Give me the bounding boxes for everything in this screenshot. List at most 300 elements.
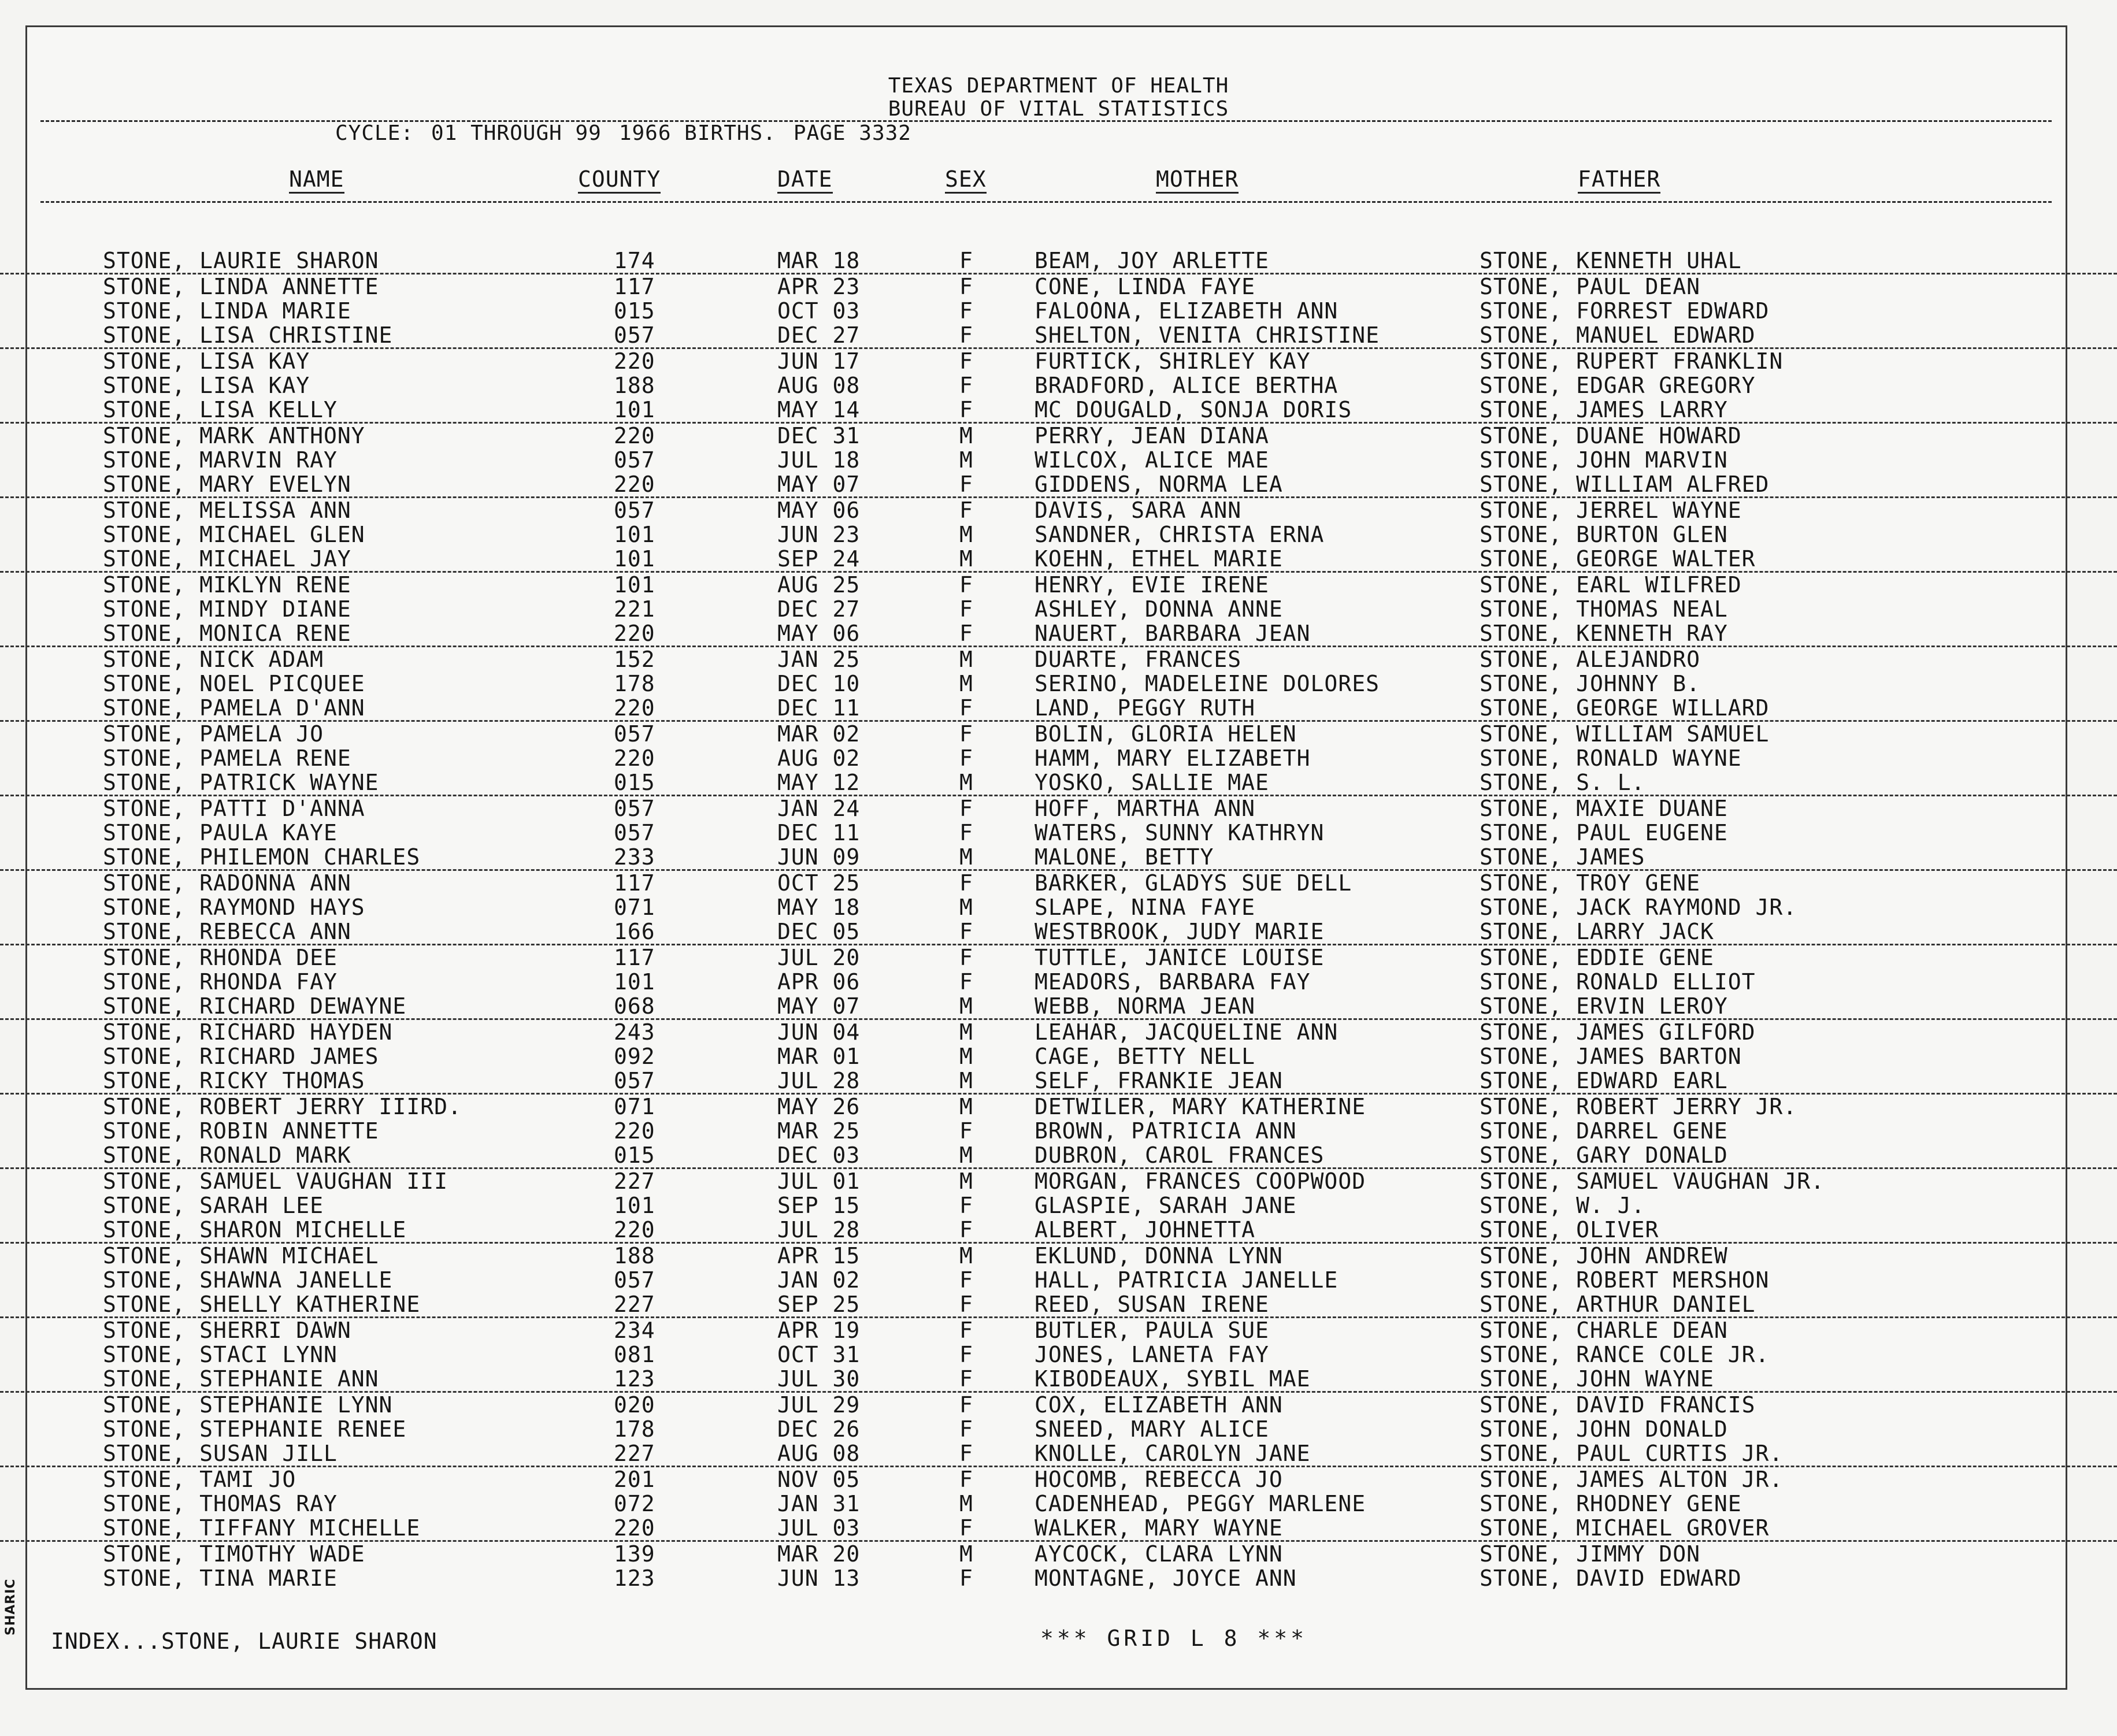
record-date: JUN 23 (777, 522, 861, 547)
record-father: STONE, DAVID FRANCIS (1480, 1392, 1756, 1418)
record-sex: M (959, 895, 973, 920)
record-name: STONE, PATTI D'ANNA (103, 796, 365, 821)
record-name: STONE, NOEL PICQUEE (103, 671, 365, 696)
record-sex: F (959, 919, 973, 944)
page-label: PAGE 3332 (793, 121, 911, 145)
record-row (0, 398, 2117, 424)
record-name: STONE, RICHARD JAMES (103, 1044, 379, 1069)
index-footer: INDEX...STONE, LAURIE SHARON (51, 1629, 438, 1654)
record-date: JUL 18 (777, 447, 861, 473)
record-father: STONE, JIMMY DON (1480, 1541, 1701, 1567)
record-row (0, 945, 2117, 970)
record-mother: HAMM, MARY ELIZABETH (1035, 745, 1311, 771)
record-mother: AYCOCK, CLARA LYNN (1035, 1541, 1283, 1567)
record-row (0, 1244, 2117, 1268)
record-father: STONE, JAMES LARRY (1480, 397, 1728, 422)
record-sex: F (959, 298, 973, 324)
record-name: STONE, LINDA ANNETTE (103, 274, 379, 299)
record-row (0, 845, 2117, 871)
record-row (0, 970, 2117, 994)
column-header-date: DATE (777, 168, 833, 194)
record-mother: DETWILER, MARY KATHERINE (1035, 1094, 1366, 1119)
record-name: STONE, MICHAEL GLEN (103, 522, 365, 547)
record-sex: F (959, 1441, 973, 1466)
record-name: STONE, SARAH LEE (103, 1193, 324, 1218)
record-father: STONE, PAUL EUGENE (1480, 820, 1728, 845)
record-father: STONE, KENNETH RAY (1480, 621, 1728, 646)
record-father: STONE, TROY GENE (1480, 870, 1701, 896)
record-county: 057 (614, 1267, 655, 1293)
record-name: STONE, RICHARD DEWAYNE (103, 993, 407, 1019)
column-header-name: NAME (289, 168, 344, 194)
record-date: DEC 27 (777, 596, 861, 622)
record-date: DEC 05 (777, 919, 861, 944)
record-sex: F (959, 596, 973, 622)
record-county: 072 (614, 1491, 655, 1516)
record-sex: F (959, 1392, 973, 1418)
record-county: 117 (614, 870, 655, 896)
record-mother: FALOONA, ELIZABETH ANN (1035, 298, 1339, 324)
record-father: STONE, GEORGE WILLARD (1480, 695, 1770, 721)
record-row (0, 696, 2117, 722)
record-county: 101 (614, 1193, 655, 1218)
record-name: STONE, PATRICK WAYNE (103, 770, 379, 795)
record-county: 174 (614, 248, 655, 273)
record-sex: M (959, 1169, 973, 1194)
record-date: JUL 28 (777, 1068, 861, 1093)
column-header-mother: MOTHER (1156, 168, 1239, 194)
record-name: STONE, MARK ANTHONY (103, 423, 365, 448)
record-date: DEC 03 (777, 1143, 861, 1168)
record-county: 166 (614, 919, 655, 944)
record-sex: F (959, 397, 973, 422)
record-sex: F (959, 1118, 973, 1144)
record-father: STONE, ERVIN LEROY (1480, 993, 1728, 1019)
record-mother: REED, SUSAN IRENE (1035, 1292, 1269, 1317)
record-row (0, 597, 2117, 621)
record-name: STONE, PAMELA RENE (103, 745, 351, 771)
record-mother: WEBB, NORMA JEAN (1035, 993, 1256, 1019)
record-name: STONE, MINDY DIANE (103, 596, 351, 622)
record-father: STONE, SAMUEL VAUGHAN JR. (1480, 1169, 1825, 1194)
record-mother: CADENHEAD, PEGGY MARLENE (1035, 1491, 1366, 1516)
column-header-sex: SEX (945, 168, 987, 194)
record-mother: HALL, PATRICIA JANELLE (1035, 1267, 1339, 1293)
record-father: STONE, S. L. (1480, 770, 1645, 795)
record-name: STONE, STEPHANIE RENEE (103, 1416, 407, 1442)
record-name: STONE, SUSAN JILL (103, 1441, 338, 1466)
record-date: APR 23 (777, 274, 861, 299)
record-father: STONE, RONALD WAYNE (1480, 745, 1742, 771)
record-sex: F (959, 621, 973, 646)
record-date: JUN 04 (777, 1019, 861, 1045)
record-father: STONE, JOHN ANDREW (1480, 1243, 1728, 1268)
record-county: 101 (614, 522, 655, 547)
record-mother: ALBERT, JOHNETTA (1035, 1217, 1256, 1242)
record-county: 092 (614, 1044, 655, 1069)
record-mother: BARKER, GLADYS SUE DELL (1035, 870, 1352, 896)
record-mother: TUTTLE, JANICE LOUISE (1035, 945, 1325, 970)
record-row (0, 573, 2117, 597)
record-name: STONE, LISA KAY (103, 348, 310, 374)
record-county: 188 (614, 373, 655, 398)
record-date: MAY 12 (777, 770, 861, 795)
record-mother: DUBRON, CAROL FRANCES (1035, 1143, 1325, 1168)
record-date: OCT 03 (777, 298, 861, 324)
record-name: STONE, REBECCA ANN (103, 919, 351, 944)
record-mother: WATERS, SUNNY KATHRYN (1035, 820, 1325, 845)
record-county: 152 (614, 647, 655, 672)
record-mother: BUTLER, PAULA SUE (1035, 1318, 1269, 1343)
record-sex: F (959, 1193, 973, 1218)
record-county: 220 (614, 1515, 655, 1541)
record-row (0, 1467, 2117, 1492)
record-name: STONE, RONALD MARK (103, 1143, 351, 1168)
record-father: STONE, JOHNNY B. (1480, 671, 1701, 696)
record-county: 015 (614, 298, 655, 324)
record-mother: SHELTON, VENITA CHRISTINE (1035, 322, 1380, 348)
record-date: MAY 06 (777, 498, 861, 523)
record-mother: HOFF, MARTHA ANN (1035, 796, 1256, 821)
record-sex: M (959, 447, 973, 473)
record-father: STONE, JOHN MARVIN (1480, 447, 1728, 473)
record-mother: HENRY, EVIE IRENE (1035, 572, 1269, 598)
record-row (0, 472, 2117, 498)
record-row (0, 1044, 2117, 1069)
record-county: 068 (614, 993, 655, 1019)
record-county: 220 (614, 1118, 655, 1144)
record-mother: JONES, LANETA FAY (1035, 1342, 1269, 1367)
record-mother: SANDNER, CHRISTA ERNA (1035, 522, 1325, 547)
record-date: MAR 18 (777, 248, 861, 273)
record-row (0, 1268, 2117, 1292)
record-father: STONE, JAMES BARTON (1480, 1044, 1742, 1069)
record-mother: BEAM, JOY ARLETTE (1035, 248, 1269, 273)
record-date: OCT 31 (777, 1342, 861, 1367)
record-sex: F (959, 322, 973, 348)
record-county: 227 (614, 1292, 655, 1317)
record-father: STONE, ROBERT MERSHON (1480, 1267, 1770, 1293)
record-county: 117 (614, 945, 655, 970)
record-father: STONE, PAUL CURTIS JR. (1480, 1441, 1784, 1466)
record-county: 057 (614, 721, 655, 747)
record-date: OCT 25 (777, 870, 861, 896)
grid-footer: *** GRID L 8 *** (1040, 1626, 1308, 1651)
record-county: 081 (614, 1342, 655, 1367)
record-name: STONE, MIKLYN RENE (103, 572, 351, 598)
cycle-range: 01 THROUGH 99 (431, 121, 602, 145)
record-mother: YOSKO, SALLIE MAE (1035, 770, 1269, 795)
record-county: 243 (614, 1019, 655, 1045)
record-row (0, 299, 2117, 323)
record-father: STONE, JOHN DONALD (1480, 1416, 1728, 1442)
record-sex: F (959, 820, 973, 845)
record-date: NOV 05 (777, 1467, 861, 1492)
record-mother: DAVIS, SARA ANN (1035, 498, 1242, 523)
record-row (0, 349, 2117, 373)
record-father: STONE, CHARLE DEAN (1480, 1318, 1728, 1343)
record-county: 057 (614, 1068, 655, 1093)
record-mother: PERRY, JEAN DIANA (1035, 423, 1269, 448)
record-mother: SLAPE, NINA FAYE (1035, 895, 1256, 920)
record-name: STONE, NICK ADAM (103, 647, 324, 672)
record-row (0, 722, 2117, 746)
record-sex: M (959, 671, 973, 696)
record-mother: MC DOUGALD, SONJA DORIS (1035, 397, 1352, 422)
record-row (0, 248, 2117, 275)
record-name: STONE, PHILEMON CHARLES (103, 844, 421, 870)
record-name: STONE, PAMELA D'ANN (103, 695, 365, 721)
record-date: MAY 14 (777, 397, 861, 422)
record-sex: M (959, 844, 973, 870)
record-name: STONE, SHELLY KATHERINE (103, 1292, 421, 1317)
record-date: JUL 29 (777, 1392, 861, 1418)
record-name: STONE, MARY EVELYN (103, 472, 351, 497)
record-date: DEC 27 (777, 322, 861, 348)
record-date: DEC 10 (777, 671, 861, 696)
record-mother: WESTBROOK, JUDY MARIE (1035, 919, 1325, 944)
record-father: STONE, MICHAEL GROVER (1480, 1515, 1770, 1541)
record-father: STONE, THOMAS NEAL (1480, 596, 1728, 622)
record-row (0, 1342, 2117, 1367)
record-name: STONE, ROBERT JERRY IIIRD. (103, 1094, 462, 1119)
record-sex: F (959, 572, 973, 598)
year-label: 1966 BIRTHS. (618, 121, 776, 145)
record-name: STONE, LAURIE SHARON (103, 248, 379, 273)
record-county: 101 (614, 969, 655, 995)
record-row (0, 1169, 2117, 1193)
record-date: JUN 17 (777, 348, 861, 374)
record-mother: DUARTE, FRANCES (1035, 647, 1242, 672)
record-date: DEC 11 (777, 695, 861, 721)
record-mother: MORGAN, FRANCES COOPWOOD (1035, 1169, 1366, 1194)
record-name: STONE, TAMI JO (103, 1467, 296, 1492)
record-county: 057 (614, 498, 655, 523)
record-sex: M (959, 1243, 973, 1268)
record-row (0, 994, 2117, 1020)
record-sex: F (959, 969, 973, 995)
record-name: STONE, LISA KELLY (103, 397, 338, 422)
record-row (0, 821, 2117, 845)
record-sex: M (959, 1019, 973, 1045)
record-date: MAR 20 (777, 1541, 861, 1567)
record-date: JUL 30 (777, 1366, 861, 1392)
record-name: STONE, MONICA RENE (103, 621, 351, 646)
record-sex: F (959, 1467, 973, 1492)
record-name: STONE, LINDA MARIE (103, 298, 351, 324)
record-row (0, 770, 2117, 796)
cycle-line (335, 121, 929, 145)
record-row (0, 1566, 2117, 1590)
record-date: SEP 15 (777, 1193, 861, 1218)
record-date: JUN 09 (777, 844, 861, 870)
record-sex: F (959, 945, 973, 970)
record-mother: SERINO, MADELEINE DOLORES (1035, 671, 1380, 696)
record-county: 221 (614, 596, 655, 622)
record-sex: F (959, 248, 973, 273)
record-row (0, 1095, 2117, 1119)
record-name: STONE, RICHARD HAYDEN (103, 1019, 393, 1045)
record-row (0, 1193, 2117, 1218)
record-row (0, 1143, 2117, 1169)
record-row (0, 672, 2117, 696)
record-row (0, 1542, 2117, 1566)
record-date: DEC 11 (777, 820, 861, 845)
record-row (0, 647, 2117, 672)
record-father: STONE, OLIVER (1480, 1217, 1659, 1242)
record-row (0, 796, 2117, 821)
record-row (0, 1441, 2117, 1467)
record-date: AUG 08 (777, 1441, 861, 1466)
record-row (0, 1020, 2117, 1044)
record-name: STONE, ROBIN ANNETTE (103, 1118, 379, 1144)
record-name: STONE, RICKY THOMAS (103, 1068, 365, 1093)
record-name: STONE, RHONDA FAY (103, 969, 338, 995)
record-row (0, 871, 2117, 895)
record-sex: M (959, 1491, 973, 1516)
record-row (0, 1367, 2117, 1393)
record-date: MAY 07 (777, 472, 861, 497)
record-father: STONE, W. J. (1480, 1193, 1645, 1218)
record-county: 015 (614, 1143, 655, 1168)
record-sex: F (959, 1217, 973, 1242)
record-county: 220 (614, 695, 655, 721)
record-mother: SNEED, MARY ALICE (1035, 1416, 1269, 1442)
record-county: 139 (614, 1541, 655, 1567)
record-date: SEP 24 (777, 546, 861, 572)
record-sex: M (959, 1044, 973, 1069)
record-father: STONE, JERREL WAYNE (1480, 498, 1742, 523)
record-sex: F (959, 870, 973, 896)
record-date: JUL 03 (777, 1515, 861, 1541)
record-name: STONE, RHONDA DEE (103, 945, 338, 970)
record-father: STONE, GARY DONALD (1480, 1143, 1728, 1168)
record-sex: M (959, 423, 973, 448)
record-father: STONE, GEORGE WALTER (1480, 546, 1756, 572)
record-sex: M (959, 1541, 973, 1567)
record-mother: FURTICK, SHIRLEY KAY (1035, 348, 1311, 374)
record-county: 220 (614, 423, 655, 448)
record-date: APR 19 (777, 1318, 861, 1343)
record-date: DEC 26 (777, 1416, 861, 1442)
record-sex: F (959, 373, 973, 398)
record-mother: MALONE, BETTY (1035, 844, 1214, 870)
record-mother: KIBODEAUX, SYBIL MAE (1035, 1366, 1311, 1392)
record-county: 101 (614, 572, 655, 598)
record-date: AUG 25 (777, 572, 861, 598)
record-sex: M (959, 647, 973, 672)
record-father: STONE, DAVID EDWARD (1480, 1566, 1742, 1591)
record-county: 057 (614, 447, 655, 473)
record-sex: F (959, 745, 973, 771)
record-name: STONE, TIMOTHY WADE (103, 1541, 365, 1567)
record-sex: F (959, 1515, 973, 1541)
record-date: MAR 01 (777, 1044, 861, 1069)
record-date: MAR 25 (777, 1118, 861, 1144)
record-date: JAN 25 (777, 647, 861, 672)
record-father: STONE, EARL WILFRED (1480, 572, 1742, 598)
record-name: STONE, THOMAS RAY (103, 1491, 338, 1516)
record-father: STONE, WILLIAM SAMUEL (1480, 721, 1770, 747)
record-name: STONE, RADONNA ANN (103, 870, 351, 896)
record-county: 188 (614, 1243, 655, 1268)
record-row (0, 1417, 2117, 1441)
record-date: MAY 06 (777, 621, 861, 646)
report-title: TEXAS DEPARTMENT OF HEALTH (888, 74, 1229, 98)
record-county: 201 (614, 1467, 655, 1492)
record-sex: F (959, 1292, 973, 1317)
record-sex: F (959, 274, 973, 299)
record-sex: F (959, 721, 973, 747)
record-mother: LEAHAR, JACQUELINE ANN (1035, 1019, 1339, 1045)
record-name: STONE, STEPHANIE ANN (103, 1366, 379, 1392)
record-mother: NAUERT, BARBARA JEAN (1035, 621, 1311, 646)
record-name: STONE, PAMELA JO (103, 721, 324, 747)
record-county: 178 (614, 1416, 655, 1442)
record-date: JUL 01 (777, 1169, 861, 1194)
record-father: STONE, LARRY JACK (1480, 919, 1714, 944)
record-sex: F (959, 1318, 973, 1343)
record-county: 117 (614, 274, 655, 299)
record-mother: HOCOMB, REBECCA JO (1035, 1467, 1283, 1492)
records-list (0, 248, 2117, 1590)
record-father: STONE, MAXIE DUANE (1480, 796, 1728, 821)
record-name: STONE, STACI LYNN (103, 1342, 338, 1367)
record-father: STONE, JOHN WAYNE (1480, 1366, 1714, 1392)
record-sex: M (959, 1068, 973, 1093)
record-county: 220 (614, 745, 655, 771)
record-father: STONE, ROBERT JERRY JR. (1480, 1094, 1797, 1119)
record-name: STONE, LISA CHRISTINE (103, 322, 393, 348)
record-row (0, 1516, 2117, 1542)
record-father: STONE, EDDIE GENE (1480, 945, 1714, 970)
column-header-father: FATHER (1578, 168, 1660, 194)
record-county: 071 (614, 1094, 655, 1119)
record-mother: KNOLLE, CAROLYN JANE (1035, 1441, 1311, 1466)
column-header-county: COUNTY (578, 168, 661, 194)
record-name: STONE, MARVIN RAY (103, 447, 338, 473)
record-county: 015 (614, 770, 655, 795)
record-sex: M (959, 522, 973, 547)
record-county: 227 (614, 1441, 655, 1466)
record-sex: M (959, 770, 973, 795)
record-mother: MEADORS, BARBARA FAY (1035, 969, 1311, 995)
record-sex: F (959, 695, 973, 721)
record-county: 123 (614, 1366, 655, 1392)
record-row (0, 1318, 2117, 1342)
record-father: STONE, MANUEL EDWARD (1480, 322, 1756, 348)
record-mother: CAGE, BETTY NELL (1035, 1044, 1256, 1069)
record-father: STONE, ALEJANDRO (1480, 647, 1701, 672)
record-row (0, 621, 2117, 647)
report-subtitle: BUREAU OF VITAL STATISTICS (888, 97, 1229, 121)
record-name: STONE, SHERRI DAWN (103, 1318, 351, 1343)
record-date: MAY 18 (777, 895, 861, 920)
record-county: 057 (614, 796, 655, 821)
record-date: APR 15 (777, 1243, 861, 1268)
record-date: MAR 02 (777, 721, 861, 747)
record-row (0, 1069, 2117, 1095)
cycle-label: CYCLE: (335, 121, 414, 145)
record-name: STONE, PAULA KAYE (103, 820, 338, 845)
record-row (0, 1119, 2117, 1143)
record-mother: BOLIN, GLORIA HELEN (1035, 721, 1297, 747)
record-father: STONE, WILLIAM ALFRED (1480, 472, 1770, 497)
record-date: JUL 28 (777, 1217, 861, 1242)
record-row (0, 1492, 2117, 1516)
record-row (0, 895, 2117, 919)
record-name: STONE, STEPHANIE LYNN (103, 1392, 393, 1418)
